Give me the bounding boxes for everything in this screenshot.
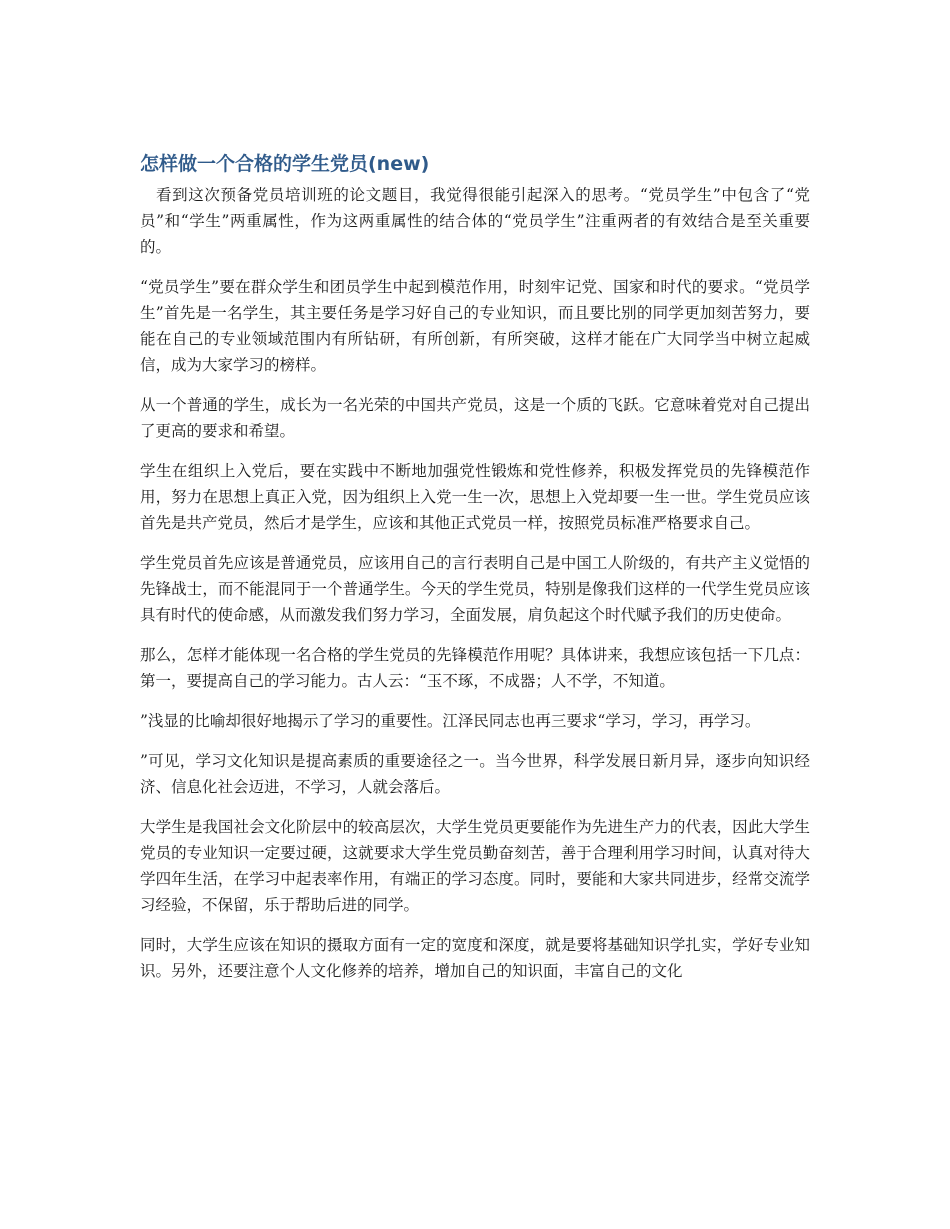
paragraph-3: 从一个普通的学生，成长为一名光荣的中国共产党员，这是一个质的飞跃。它意味着党对自己提出了更高的要求和希望。	[140, 396, 810, 440]
paragraph-10: 同时，大学生应该在知识的摄取方面有一定的宽度和深度，就是要将基础知识学扎实，学好专业知识。另外，还要注意个人文化修养的培养，增加自己的知识面，丰富自己的文化	[140, 936, 810, 980]
document-title: 怎样做一个合格的学生党员(new)	[140, 153, 430, 175]
paragraph-7: ”浅显的比喻却很好地揭示了学习的重要性。江泽民同志也再三要求“学习，学习，再学习。	[140, 712, 761, 730]
paragraph-8: ”可见，学习文化知识是提高素质的重要途径之一。当今世界，科学发展日新月异，逐步向知识经济、信息化社会迈进，不学习，人就会落后。	[140, 752, 810, 796]
paragraph-1: 看到这次预备党员培训班的论文题目，我觉得很能引起深入的思考。“党员学生”中包含了“党员”和“学生”两重属性，作为这两重属性的结合体的“党员学生”注重两者的有效结合是至关重要的。	[140, 186, 810, 256]
document-page	[140, 150, 810, 998]
paragraph-6: 那么，怎样才能体现一名合格的学生党员的先锋模范作用呢？具体讲来，我想应该包括一下几点：第一，要提高自己的学习能力。古人云：“玉不琢，不成器；人不学，不知道。	[140, 646, 810, 690]
paragraph-9: 大学生是我国社会文化阶层中的较高层次，大学生党员更要能作为先进生产力的代表，因此大学生党员的专业知识一定要过硬，这就要求大学生党员勤奋刻苦，善于合理利用学习时间，认真对待大学四年生活，在学习中起表率作用，有端正的学习态度。同时，要能和大家共同进步，经常交流学习经验，不保留，乐于帮助后进的同学。	[140, 818, 810, 914]
paragraph-5: 学生党员首先应该是普通党员，应该用自己的言行表明自己是中国工人阶级的，有共产主义觉悟的先锋战士，而不能混同于一个普通学生。今天的学生党员，特别是像我们这样的一代学生党员应该具有时代的使命感，从而激发我们努力学习，全面发展，肩负起这个时代赋予我们的历史使命。	[140, 554, 810, 624]
paragraph-4: 学生在组织上入党后，要在实践中不断地加强党性锻炼和党性修养，积极发挥党员的先锋模范作用，努力在思想上真正入党，因为组织上入党一生一次，思想上入党却要一生一世。学生党员应该首先是共产党员，然后才是学生，应该和其他正式党员一样，按照党员标准严格要求自己。	[140, 462, 810, 532]
paragraph-2: “党员学生”要在群众学生和团员学生中起到模范作用，时刻牢记党、国家和时代的要求。“党员学生”首先是一名学生，其主要任务是学习好自己的专业知识，而且要比别的同学更加刻苦努力，要能在自己的专业领域范围内有所钻研，有所创新，有所突破，这样才能在广大同学当中树立起威信，成为大家学习的榜样。	[140, 278, 810, 374]
